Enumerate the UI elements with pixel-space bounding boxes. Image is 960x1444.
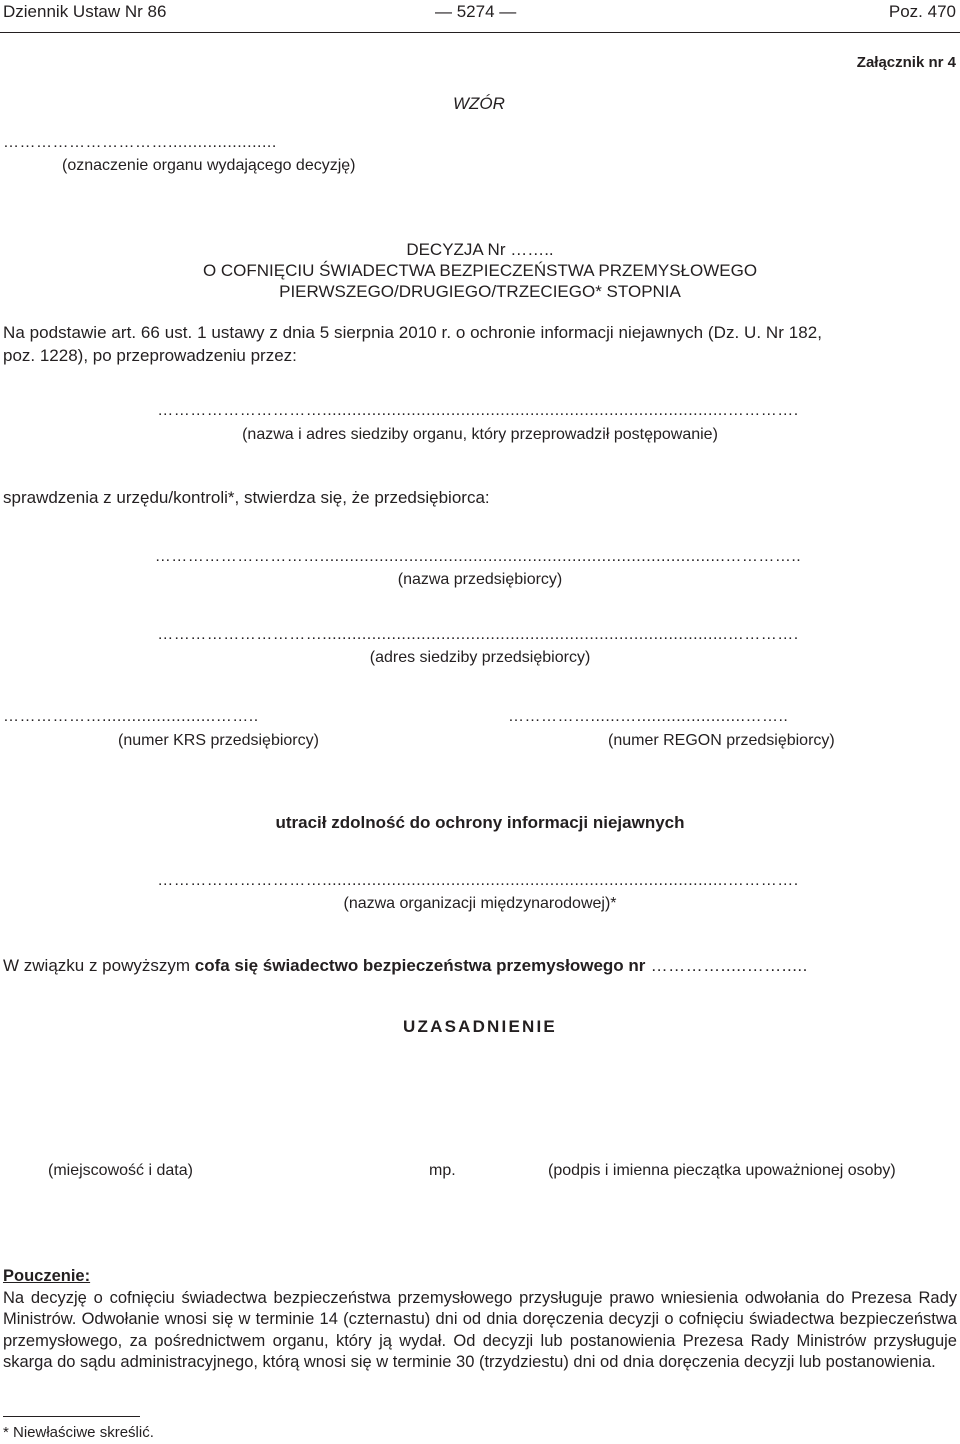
check-statement: sprawdzenia z urzędu/kontroli*, stwierdza się, że przedsiębiorca: [3, 488, 490, 507]
position-number: Poz. 470 [888, 2, 956, 21]
regon-placeholder: ……………......…......................…….. [508, 708, 789, 725]
company-name-placeholder: …………………………..................................................................................………….. [154, 548, 802, 565]
decision-number: DECYZJA Nr …….. [406, 240, 554, 259]
legal-basis-line2: poz. 1228), po przeprowadzeniu przez: [3, 346, 297, 365]
instruction-title: Pouczenie: [3, 1267, 91, 1285]
company-address-placeholder: …………………………..................................................................................…………. [157, 626, 799, 643]
company-name-caption: (nazwa przedsiębiorcy) [397, 571, 563, 588]
template-label: WZÓR [453, 94, 505, 113]
regon-caption: (numer REGON przedsiębiorcy) [608, 732, 835, 749]
krs-caption: (numer KRS przedsiębiorcy) [118, 732, 319, 749]
issuer-caption: (oznaczenie organu wydającego decyzję) [62, 157, 356, 174]
legal-basis-line1: Na podstawie art. 66 ust. 1 ustawy z dnia 5 sierpnia 2010 r. o ochronie informacji niejawnych (Dz. U. Nr 182, [3, 323, 823, 342]
signature-caption: (podpis i imienna pieczątka upoważnionej osoby) [548, 1162, 896, 1179]
issuer-placeholder: …………………………...................... [3, 134, 277, 151]
page-number: — 5274 — [435, 2, 517, 21]
place-date-caption: (miejscowość i data) [48, 1162, 193, 1179]
header-divider [0, 32, 960, 33]
decision-degree: PIERWSZEGO/DRUGIEGO/TRZECIEGO* STOPNIA [279, 282, 681, 301]
footnote-divider [3, 1416, 140, 1417]
revocation-prefix: W związku z powyższym [3, 956, 195, 975]
justification-title: UZASADNIENIE [403, 1017, 557, 1036]
annex-label: Załącznik nr 4 [856, 54, 956, 71]
organ-caption: (nazwa i adres siedziby organu, który przeprowadził postępowanie) [242, 426, 718, 443]
instruction-body: Na decyzję o cofnięciu świadectwa bezpieczeństwa przemysłowego przysługuje prawo wniesienia odwołania do Prezesa Rady Ministrów. Odwołanie wnosi się w terminie 14 (czternastu) dni od dnia doręczenia decyzji o cofnięciu świadectwa bezpieczeństwa przemysłowego, za pośrednictwem organu, który ją wydał. Od decyzji lub postanowienia Prezesa Rady Ministrów przysługuje skarga do sądu administracyjnego, którą wnosi się w terminie 30 (trzydziestu) dni od dnia doręczenia decyzji lub postanowienia. [3, 1288, 957, 1371]
loss-statement: utracił zdolność do ochrony informacji niejawnych [275, 813, 685, 832]
organization-placeholder: …………………………..................................................................................…………. [157, 872, 799, 889]
stamp-caption: mp. [429, 1162, 456, 1179]
organization-caption: (nazwa organizacji międzynarodowej)* [343, 895, 617, 912]
certificate-number-placeholder: ………….....……..... [645, 956, 808, 975]
revocation-statement [3, 956, 808, 976]
krs-placeholder: ……………….......................…….. [3, 708, 259, 725]
instruction-block [3, 1266, 957, 1374]
journal-title: Dziennik Ustaw Nr 86 [3, 2, 167, 21]
footnote: * Niewłaściwe skreślić. [3, 1424, 154, 1441]
decision-title: O COFNIĘCIU ŚWIADECTWA BEZPIECZEŃSTWA PRZEMYSŁOWEGO [202, 261, 758, 280]
organ-placeholder: …………………………..................................................................................…………. [157, 402, 799, 419]
revocation-bold: cofa się świadectwo bezpieczeństwa przemysłowego nr [194, 956, 646, 975]
company-address-caption: (adres siedziby przedsiębiorcy) [369, 649, 591, 666]
